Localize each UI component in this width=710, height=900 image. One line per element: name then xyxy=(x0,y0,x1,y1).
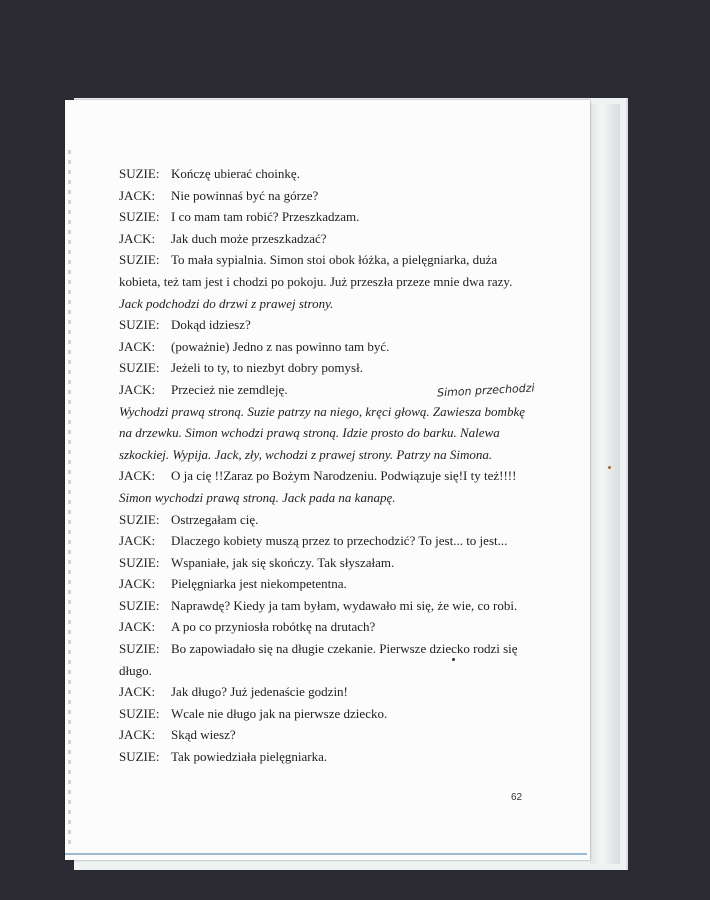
handwritten-annotation: Simon przechodzi xyxy=(436,381,535,400)
dialogue-text: I co mam tam robić? Przeszkadzam. xyxy=(171,209,360,225)
speaker-name: SUZIE: xyxy=(119,317,160,333)
dialogue-text: Kończę ubierać choinkę. xyxy=(171,166,300,181)
dialogue-text: Przecież nie zemdleję. xyxy=(171,381,288,397)
dialogue-text: (poważnie) Jedno z nas powinno tam być. xyxy=(171,338,390,354)
speaker-name: JACK: xyxy=(119,533,156,549)
script-line xyxy=(119,249,524,271)
stage-direction: szkockiej. Wypija. Jack, zły, wchodzi z prawej strony. Patrzy na Simona. xyxy=(119,446,493,462)
script-line xyxy=(119,314,524,336)
speaker-name: SUZIE: xyxy=(119,209,160,225)
speaker-name: SUZIE: xyxy=(119,749,160,765)
dialogue-text: Dokąd idziesz? xyxy=(171,317,251,333)
script-line xyxy=(119,660,524,682)
script-line xyxy=(119,465,524,487)
script-line xyxy=(119,228,524,250)
speaker-name: JACK: xyxy=(119,684,156,700)
page-stack-edge xyxy=(590,104,620,864)
script-line xyxy=(119,746,524,768)
speaker-name: JACK: xyxy=(119,576,156,592)
dialogue-text: Skąd wiesz? xyxy=(171,727,236,743)
script-line xyxy=(119,336,524,358)
stage-direction: na drzewku. Simon wchodzi prawą stroną. Idzie prosto do barku. Nalewa xyxy=(119,425,500,441)
ink-dot xyxy=(608,466,611,469)
ink-dot xyxy=(452,658,455,661)
dialogue-text: Pielęgniarka jest niekompetentna. xyxy=(171,576,347,592)
dialogue-text: Tak powiedziała pielęgniarka. xyxy=(171,749,328,765)
script-line xyxy=(119,487,524,509)
script-line xyxy=(119,444,524,466)
speaker-name: JACK: xyxy=(119,727,156,743)
script-line xyxy=(119,293,524,315)
speaker-name: SUZIE: xyxy=(119,511,160,527)
speaker-name: SUZIE: xyxy=(119,554,160,570)
speaker-name: SUZIE: xyxy=(119,360,160,376)
script-line xyxy=(119,357,524,379)
script-line xyxy=(119,509,524,531)
script-line xyxy=(119,206,524,228)
dialogue-text: długo. xyxy=(119,662,152,678)
script-line xyxy=(119,401,524,423)
speaker-name: SUZIE: xyxy=(119,597,160,613)
dialogue-text: Dlaczego kobiety muszą przez to przechodzić? To jest... to jest... xyxy=(171,533,508,549)
dialogue-text: Nie powinnaś być na górze? xyxy=(171,187,319,203)
script-line xyxy=(119,530,524,552)
script-body xyxy=(119,163,524,768)
script-line xyxy=(119,703,524,725)
script-line xyxy=(119,163,524,185)
speaker-name: JACK: xyxy=(119,381,156,397)
speaker-name: SUZIE: xyxy=(119,705,160,721)
script-line xyxy=(119,552,524,574)
dialogue-text: Naprawdę? Kiedy ja tam byłam, wydawało mi się, że wie, co robi. xyxy=(171,597,518,613)
stage-direction: Jack podchodzi do drzwi z prawej strony. xyxy=(119,295,334,311)
speaker-name: SUZIE: xyxy=(119,641,160,657)
speaker-name: JACK: xyxy=(119,338,156,354)
speaker-name: JACK: xyxy=(119,619,156,635)
page-bottom-edge xyxy=(65,853,587,855)
dialogue-text: Jak duch może przeszkadzać? xyxy=(171,230,327,246)
dialogue-text: Jeżeli to ty, to niezbyt dobry pomysł. xyxy=(171,360,363,376)
script-line xyxy=(119,616,524,638)
speaker-name: SUZIE: xyxy=(119,166,160,181)
script-line xyxy=(119,724,524,746)
script-line xyxy=(119,595,524,617)
dialogue-text: A po co przyniosła robótkę na drutach? xyxy=(171,619,376,635)
script-line xyxy=(119,573,524,595)
dialogue-text: Bo zapowiadało się na długie czekanie. Pierwsze dziecko rodzi się xyxy=(171,641,518,657)
stage-direction: Simon wychodzi prawą stroną. Jack pada na kanapę. xyxy=(119,489,396,505)
script-line xyxy=(119,185,524,207)
dialogue-text: Wspaniałe, jak się skończy. Tak słyszałam. xyxy=(171,554,395,570)
speaker-name: JACK: xyxy=(119,187,156,203)
speaker-name: JACK: xyxy=(119,230,156,246)
dialogue-text: Jak długo? Już jedenaście godzin! xyxy=(171,684,348,700)
dialogue-text: To mała sypialnia. Simon stoi obok łóżka, a pielęgniarka, duża xyxy=(171,252,498,268)
stage-direction: Wychodzi prawą stroną. Suzie patrzy na niego, kręci głową. Zawiesza bombkę xyxy=(119,403,525,419)
script-line xyxy=(119,681,524,703)
script-line xyxy=(119,271,524,293)
speaker-name: SUZIE: xyxy=(119,252,160,268)
script-line xyxy=(119,638,524,660)
dialogue-text: kobieta, też tam jest i chodzi po pokoju. Już przeszła przeze mnie dwa razy. xyxy=(119,273,513,289)
page-number: 62 xyxy=(511,792,523,803)
dialogue-text: Wcale nie długo jak na pierwsze dziecko. xyxy=(171,705,388,721)
binding-holes xyxy=(68,150,71,850)
dialogue-text: O ja cię !!Zaraz po Bożym Narodzeniu. Podwiązuje się!I ty też!!!! xyxy=(171,468,517,484)
script-line xyxy=(119,422,524,444)
dialogue-text: Ostrzegałam cię. xyxy=(171,511,259,527)
speaker-name: JACK: xyxy=(119,468,156,484)
